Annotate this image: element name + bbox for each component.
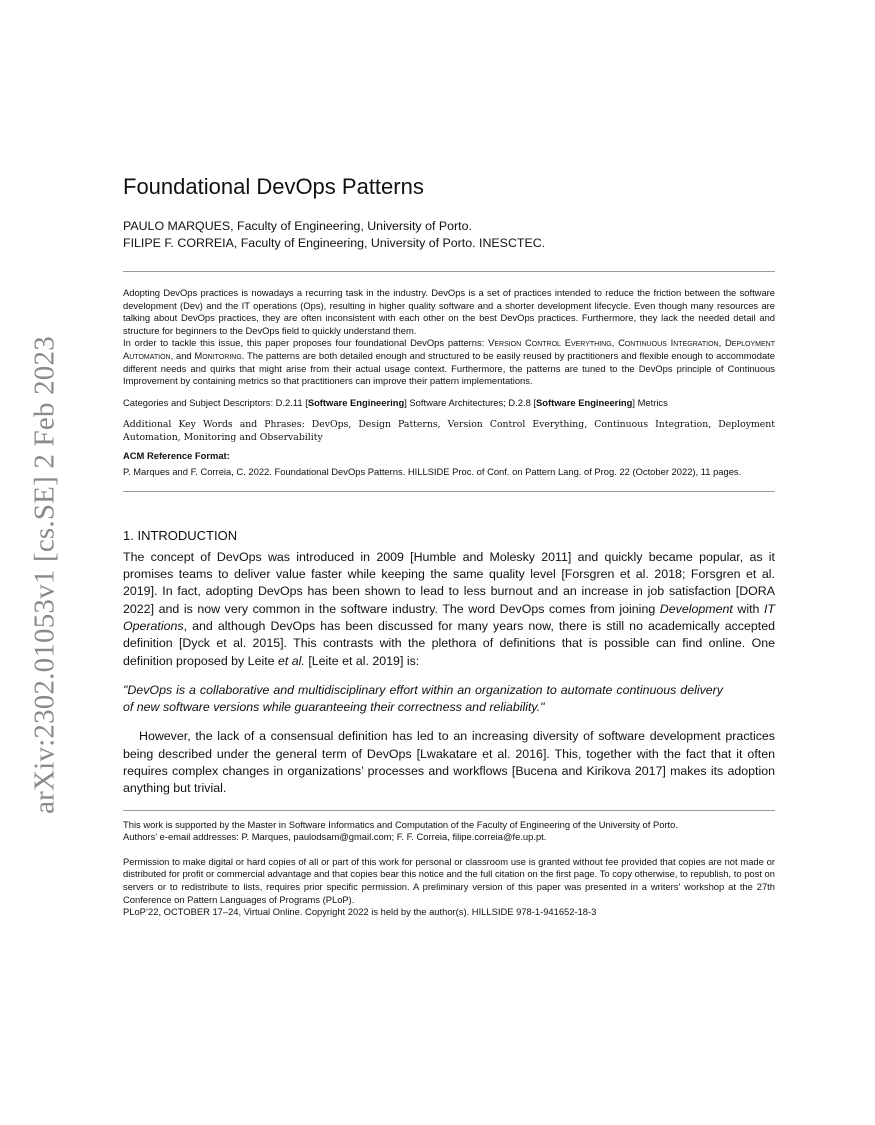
pattern-continuous-integration: Continuous Integration — [618, 337, 719, 349]
intro-paragraph-2: However, the lack of a consensual definition has led to an increasing diversity of software development practices being described under the general term of DevOps [Lwakatare et al. 2016]. This, together with the fact that it often requires complex changes in organizations’ processes and workflows [Bucena and Kirikova 2017] makes its adoption anything but trivial. — [123, 729, 775, 796]
paper-page — [123, 168, 775, 919]
author-1: PAULO MARQUES, Faculty of Engineering, University of Porto. — [123, 219, 472, 233]
author-2: FILIPE F. CORREIA, Faculty of Engineering, University of Porto. INESCTEC. — [123, 236, 546, 250]
divider-footnotes — [123, 810, 775, 811]
abstract-paragraph-2 — [123, 337, 775, 387]
permission-notice: Permission to make digital or hard copies of all or part of this work for personal or classroom use is granted without fee provided that copies are not made or distributed for profit or commercial advantage and that copies bear this notice and the full citation on the first page. To copy otherwise, to republish, to post on servers or to redistribute to lists, requires prior specific permission. A preliminary version of this paper was presented in a writers’ workshop at the 27th Conference on Pattern Languages of Programs (PLoP). — [123, 855, 775, 905]
arxiv-identifier: arXiv:2302.01053v1 [cs.SE] 2 Feb 2023 — [28, 336, 61, 814]
sep-1: , — [611, 337, 619, 349]
introduction-body — [123, 549, 775, 798]
intro-p1-part-a: The concept of DevOps was introduced in 2009 [Humble and Molesky 2011] and quickly became popular, as it promises teams to deliver value faster while keeping the same quality level [Forsgren et al. 2018; Forsgren et al. 2019]. In fact, adopting DevOps has been shown to lead to less burnout and an increase in job satisfaction [DORA 2022] and is now very common in the software industry. The word DevOps comes from joining — [123, 549, 775, 616]
footnotes — [123, 819, 775, 919]
intro-emphasis-it-operations: IT Operations — [123, 601, 775, 633]
categories-prefix: Categories and Subject Descriptors: D.2.11 [ — [123, 396, 308, 408]
divider-top — [123, 271, 775, 272]
categories-line — [123, 396, 775, 409]
categories-suffix: ] Metrics — [632, 396, 668, 408]
pattern-version-control: Version Control Everything — [488, 337, 612, 349]
intro-emphasis-development: Development — [659, 601, 733, 616]
footnote-emails: Authors’ e-email addresses: P. Marques, paulodsam@gmail.com; F. F. Correia, filipe.correia@fe.up.pt. — [123, 831, 547, 843]
divider-middle — [123, 491, 775, 492]
intro-p1-part-d: [Leite et al. 2019] is: — [304, 653, 420, 668]
abstract-p2-intro: In order to tackle this issue, this paper proposes four foundational DevOps patterns: — [123, 337, 489, 349]
intro-emphasis-et-al: et al. — [278, 653, 305, 668]
sep-2: , — [718, 337, 726, 349]
venue-copyright: PLoP’22, OCTOBER 17–24, Virtual Online. Copyright 2022 is held by the author(s). HILLSIDE 978-1-941652-18-3 — [123, 906, 597, 918]
author-block — [123, 218, 775, 252]
categories-bold-2: Software Engineering — [536, 396, 633, 408]
keywords: Additional Key Words and Phrases: DevOps, Design Patterns, Version Control Everything, Continuous Integration, Deployment Automation, Monitoring and Observability — [123, 418, 775, 443]
pattern-deployment-automation: Deployment Automation — [123, 337, 775, 361]
acm-heading: ACM Reference Format: — [123, 449, 230, 461]
intro-paragraph-1 — [123, 549, 775, 670]
abstract-p2-rest: . The patterns are both detailed enough and structured to be easily reused by practitioners and flexible enough to accommodate different needs and quirks that might arise from their actual usage context. Furthermore, the patterns are tuned to the DevOps principle of Continuous Improvement by containing metrics so that practitioners can improve their pattern implementations. — [123, 349, 775, 387]
definition-quote: "DevOps is a collaborative and multidisciplinary effort within an organization to automate continuous delivery of new software versions while guaranteeing their correctness and reliability." — [123, 682, 723, 715]
paper-title: Foundational DevOps Patterns — [123, 174, 424, 199]
section-heading-introduction: 1. INTRODUCTION — [123, 527, 238, 543]
categories-bold-1: Software Engineering — [307, 396, 405, 408]
intro-p1-part-c: , and although DevOps has been discussed for many years now, there is still no academically accepted definition [Dyck et al. 2015]. This contrasts with the plethora of definitions that is possible can find online. One definition proposed by Leite — [123, 618, 775, 668]
sep-3: , and — [170, 349, 195, 361]
abstract-paragraph-1: Adopting DevOps practices is nowadays a recurring task in the industry. DevOps is a set of practices intended to reduce the friction between the software development (Dev) and the IT operations (Ops), resulting in higher quality software and a shorter development lifecycle. Even though many resources are talking about DevOps practices, they are often inconsistent with each other on the best DevOps practices. Furthermore, they lack the needed detail and structure for beginners to the DevOps field to quickly understand them. — [123, 287, 775, 336]
footnote-support: This work is supported by the Master in Software Informatics and Computation of the Faculty of Engineering of the University of Porto. — [123, 818, 678, 830]
abstract — [123, 287, 775, 388]
intro-p1-part-b: with — [732, 601, 764, 616]
categories-mid: ] Software Architectures; D.2.8 [ — [404, 396, 537, 408]
acm-reference: P. Marques and F. Correia, C. 2022. Foundational DevOps Patterns. HILLSIDE Proc. of Conf. on Pattern Lang. of Prog. 22 (October 2022), 11 pages. — [123, 465, 742, 477]
pattern-monitoring: Monitoring — [194, 349, 242, 361]
